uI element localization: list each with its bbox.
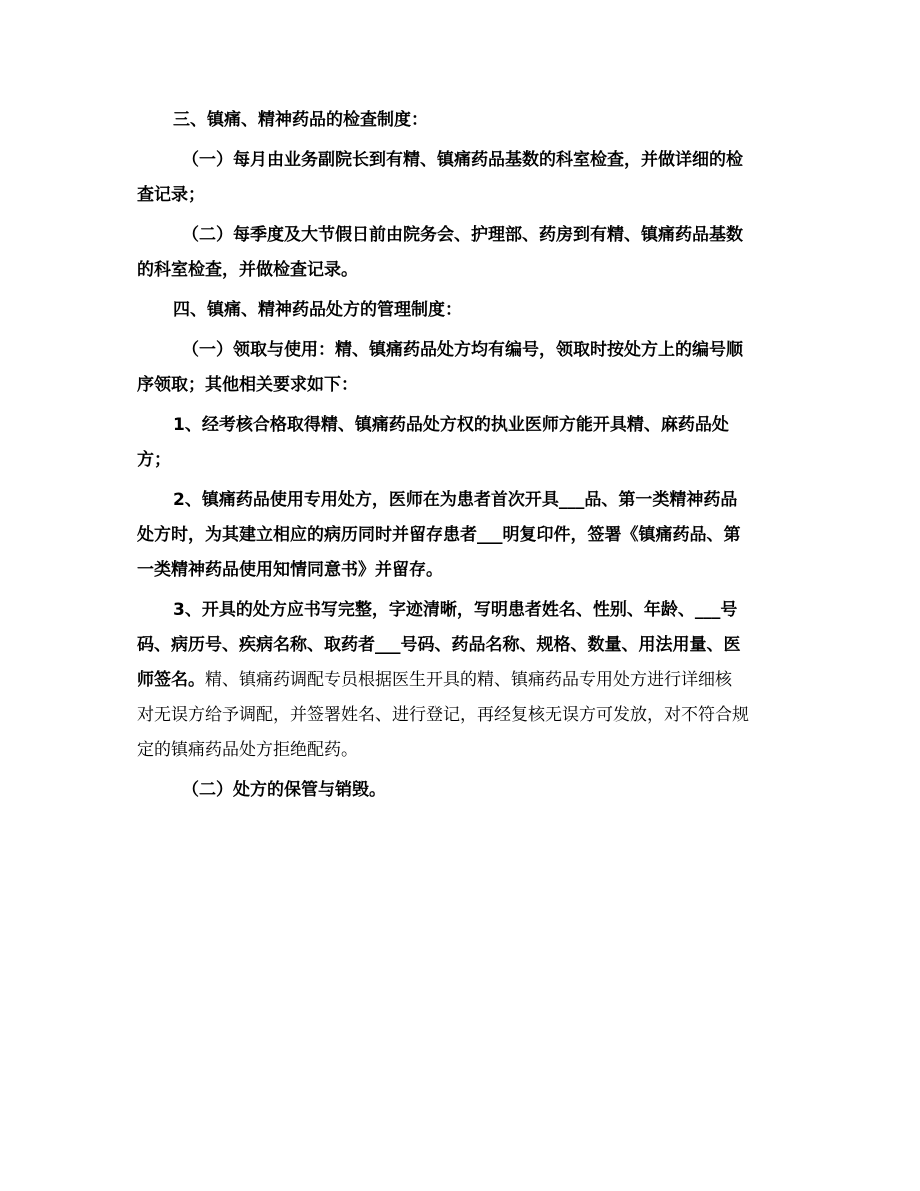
list-item-line: 对无误方给予调配，并签署姓名、进行登记，再经复核无误方可发放，对不符合规 — [137, 705, 749, 725]
list-item-line-mixed — [137, 663, 785, 698]
paragraph-line: （一）领取与使用：精、镇痛药品处方均有编号，领取时按处方上的编号顺 — [182, 340, 743, 360]
list-item-line: 2、镇痛药品使用专用处方，医师在为患者首次开具___品、第一类精神药品 — [173, 490, 738, 510]
section-heading-prescription: 四、镇痛、精神药品处方的管理制度： — [173, 300, 462, 320]
paragraph-line: 的科室检查，并做检查记录。 — [137, 260, 358, 280]
text-segment: 师签名。 — [137, 670, 205, 690]
list-item-line: 码、病历号、疾病名称、取药者___号码、药品名称、规格、数量、用法用量、医 — [137, 635, 741, 655]
paragraph-line: 序领取；其他相关要求如下： — [137, 375, 358, 395]
paragraph-line: （二）每季度及大节假日前由院务会、护理部、药房到有精、镇痛药品基数 — [182, 225, 743, 245]
list-item-line: 一类精神药品使用知情同意书》并留存。 — [137, 560, 443, 580]
section-heading-inspection: 三、镇痛、精神药品的检查制度： — [173, 110, 428, 130]
list-item-line: 3、开具的处方应书写完整，字迹清晰，写明患者姓名、性别、年龄、___号 — [173, 600, 738, 620]
paragraph-line: （一）每月由业务副院长到有精、镇痛药品基数的科室检查，并做详细的检 — [182, 150, 743, 170]
list-item-line: 1、经考核合格取得精、镇痛药品处方权的执业医师方能开具精、麻药品处 — [173, 415, 729, 435]
paragraph-line: 查记录； — [137, 185, 205, 205]
list-item-line: 方； — [137, 450, 171, 470]
list-item-line: 定的镇痛药品处方拒绝配药。 — [137, 740, 358, 760]
paragraph-line: （二）处方的保管与销毁。 — [182, 780, 386, 800]
document-body — [137, 103, 785, 808]
list-item-line: 处方时，为其建立相应的病历同时并留存患者___明复印件，签署《镇痛药品、第 — [137, 525, 741, 545]
text-segment: 精、镇痛药调配专员根据医生开具的精、镇痛药品专用处方进行详细核 — [205, 670, 732, 690]
